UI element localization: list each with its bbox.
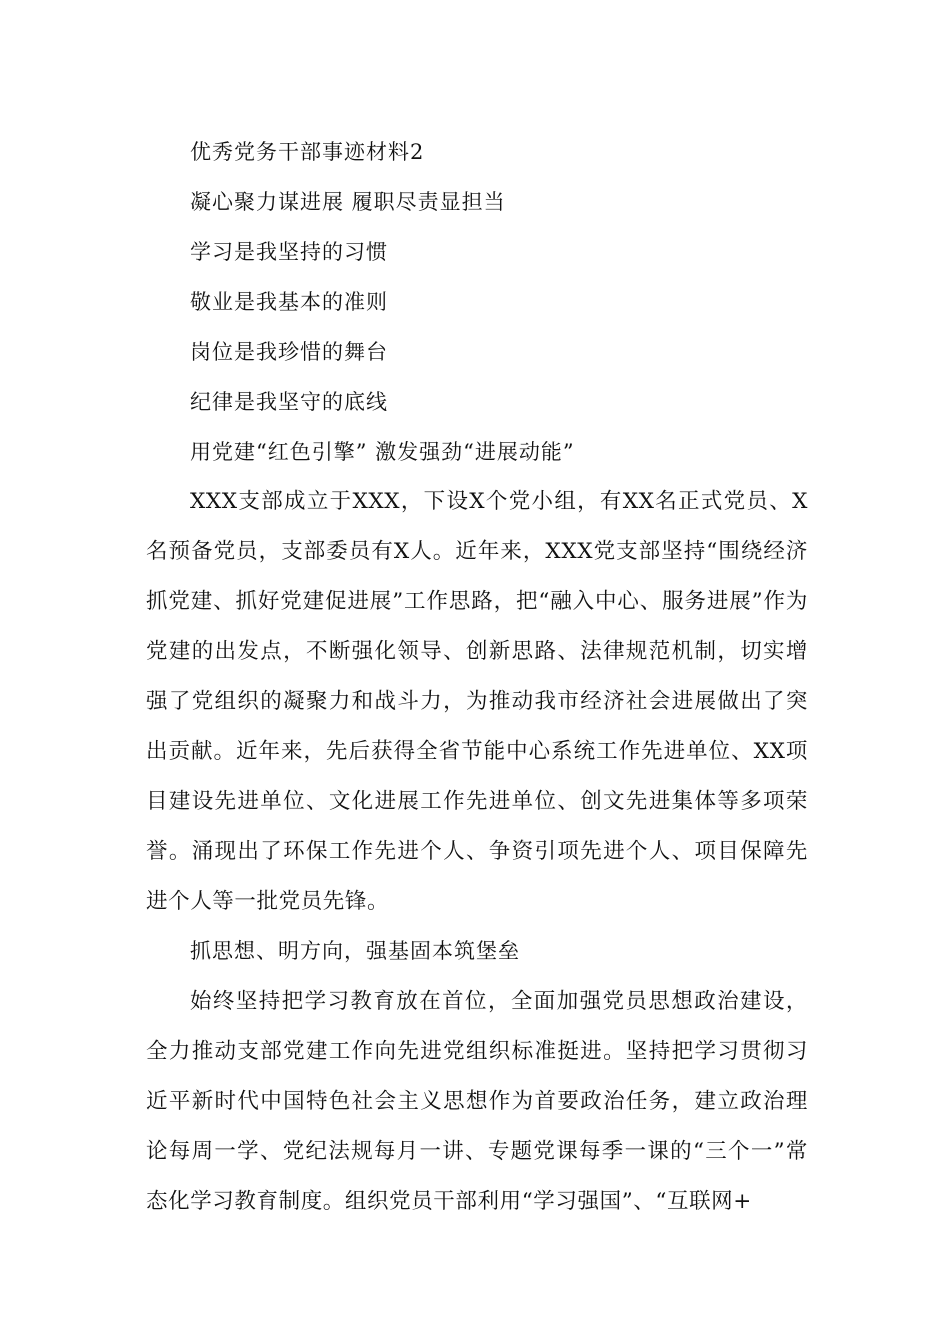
document-subtitle: 凝心聚力谋进展 履职尽责显担当 xyxy=(190,190,506,214)
motto-line-4: 纪律是我坚守的底线 xyxy=(190,390,388,414)
motto-line-2: 敬业是我基本的准则 xyxy=(190,290,388,314)
motto-line-1: 学习是我坚持的习惯 xyxy=(190,240,388,264)
body-paragraph-2: 始终坚持把学习教育放在首位，全面加强党员思想政治建设，全力推动支部党建工作向先进党组织标准挺进。坚持把学习贯彻习近平新时代中国特色社会主义思想作为首要政治任务，建立政治理论每周一学、党纪法规每月一讲、专题党课每季一课的“三个一”常态化学习教育制度。组织党员干部利用“学习强国”、“互联网+ xyxy=(146,989,808,1214)
section-heading-2: 抓思想、明方向，强基固本筑堡垒 xyxy=(190,939,520,963)
body-paragraph-1: XXX支部成立于XXX，下设X个党小组，有XX名正式党员、X名预备党员，支部委员有X人。近年来，XXX党支部坚持“围绕经济抓党建、抓好党建促进展”工作思路，把“融入中心、服务进展”作为党建的出发点，不断强化领导、创新思路、法律规范机制，切实增强了党组织的凝聚力和战斗力，为推动我市经济社会进展做出了突出贡献。近年来，先后获得全省节能中心系统工作先进单位、XX项目建设先进单位、文化进展工作先进单位、创文先进集体等多项荣誉。涌现出了环保工作先进个人、争资引项先进个人、项目保障先进个人等一批党员先锋。 xyxy=(146,489,808,914)
section-heading-1: 用党建“红色引擎” 激发强劲“进展动能” xyxy=(190,440,575,464)
motto-line-3: 岗位是我珍惜的舞台 xyxy=(190,340,388,364)
document-title: 优秀党务干部事迹材料2 xyxy=(190,140,425,164)
